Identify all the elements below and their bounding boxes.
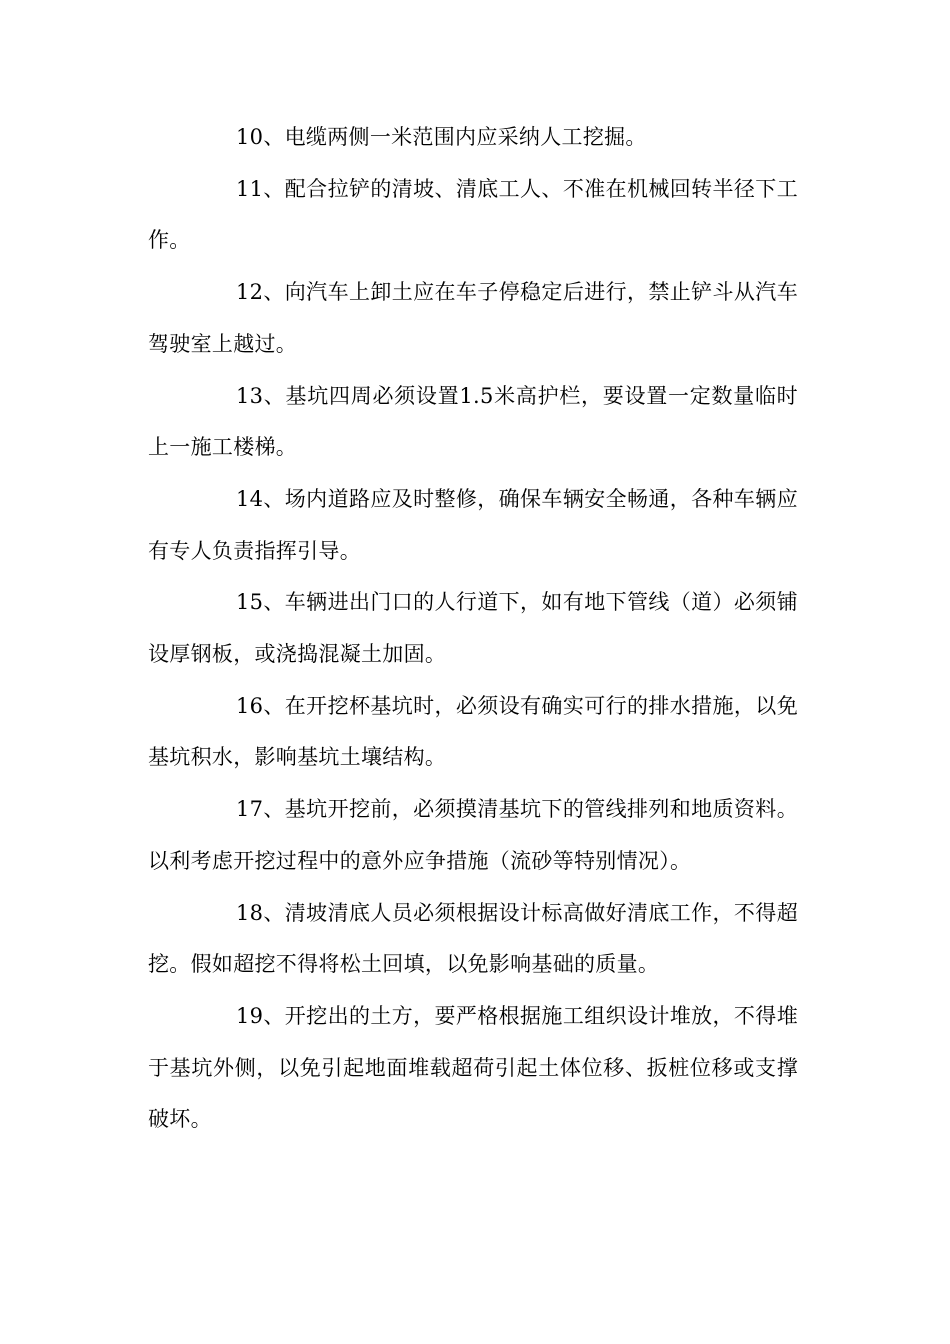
paragraph-item-18: 18、清坡清底人员必须根据设计标高做好清底工作，不得超挖。假如超挖不得将松土回填，以免影响基础的质量。 [148,900,798,977]
paragraph-item-19: 19、开挖出的土方，要严格根据施工组织设计堆放，不得堆于基坑外侧，以免引起地面堆载超荷引起土体位移、扳桩位移或支撑破坏。 [148,1003,798,1132]
paragraph-item-17: 17、基坑开挖前，必须摸清基坑下的管线排列和地质资料。以利考虑开挖过程中的意外应争措施（流砂等特别情况）。 [148,797,798,873]
document-body [148,112,798,1146]
paragraph-item-15: 15、车辆进出门口的人行道下，如有地下管线（道）必须铺设厚钢板，或浇捣混凝土加固。 [148,590,798,667]
paragraph-item-12: 12、向汽车上卸土应在车子停稳定后进行，禁止铲斗从汽车驾驶室上越过。 [148,280,798,356]
paragraph-item-14: 14、场内道路应及时整修，确保车辆安全畅通，各种车辆应有专人负责指挥引导。 [148,486,798,563]
paragraph-item-11: 11、配合拉铲的清坡、清底工人、不准在机械回转半径下工作。 [148,176,798,253]
paragraph-item-10: 10、电缆两侧一米范围内应采纳人工挖掘。 [236,125,647,149]
paragraph-item-16: 16、在开挖杯基坑时，必须设有确实可行的排水措施，以免基坑积水，影响基坑土壤结构。 [148,693,798,770]
paragraph-item-13: 13、基坑四周必须设置1.5米高护栏，要设置一定数量临时上一施工楼梯。 [148,383,798,460]
